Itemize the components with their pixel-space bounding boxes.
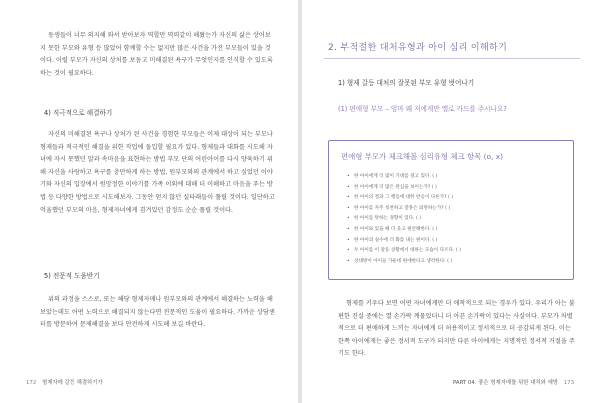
checklist-item <box>347 257 461 268</box>
intro-paragraph <box>40 30 276 80</box>
bullet-icon: • <box>347 258 350 264</box>
answer-blank: ( ) <box>432 174 438 179</box>
body-paragraph-1 <box>40 129 276 217</box>
right-body-paragraph <box>338 298 578 361</box>
body-paragraph-2 <box>40 294 276 332</box>
page-number-right: 173 <box>563 380 574 386</box>
checklist-item-text: 두 아이를 이 갈등 상황에서 대하는 모습이 다르다. <box>354 248 456 254</box>
answer-blank: ( ) <box>432 226 438 232</box>
answer-blank: ( ) <box>432 237 438 243</box>
right-page <box>302 0 600 403</box>
checklist-item <box>347 204 461 215</box>
checklist-item <box>347 246 461 257</box>
question-heading: (1) 편애형 부모 – 엄마 왜 저에게만 옐로 카드를 주시나요? <box>338 105 507 113</box>
right-footer <box>453 378 574 386</box>
right-body-text: 형제를 키우다 보면 어떤 자녀에게만 더 애착적으로 되는 경우가 있다. 우리가 아는 불편한 진실 중에는 열 손가락 깨물었더니 더 아픈 손가락이 있다는 사실이다. 부모가 차별적으로 더 편애하게 느끼는 자녀에게 더 허용적이고 정서적으로 더 공감되게 된다. 이는 한쪽 아이에게는 좋은 정서적 도구가 되지만 다른 아이에게는 지명적인 정서적 거절을 주기도 한다. <box>338 300 575 358</box>
running-title-right: PART 04. 좋은 형제자매를 위한 대처와 예방 <box>452 380 558 386</box>
bullet-icon: • <box>347 174 350 179</box>
body-text-1: 자신의 미해결된 욕구나 상처가 된 사건을 경험한 부모들은 이제 대상이 되는 부모나 형제들과 적극적인 해결을 위한 작업에 돌입할 필요가 있다. 형제들과 대화를 시도해 자녀에 자시 못했던 말과 속마음을 표현하는 방법 부모 단의 어린아이를 다시 양육하기 위해 자신을 사랑하고 욕구를 충만하게 하는 방법, 원부모와의 관계에서 하고 싶었던 이야기와 자신의 입장에서 원망정한 이야기를 가족 이외에 대해 더 이해하고 마음을 푸는 방법 등 다양한 방법으로 시도해보자. 그동안 얻지 않던 실타래들이 풀릴 것이다. 일단하고 억울했던 부모의 마음, 형제자녀에게 겸겨있던 감정도 순순 풀릴 것이다. <box>40 131 275 214</box>
bullet-icon: • <box>347 237 350 243</box>
checklist-item-text: 한 아이를 탓하는 경향이 있다. <box>354 216 417 222</box>
answer-blank: ( ) <box>455 248 461 254</box>
intro-text: 동생들이 너무 의지해 와서 받아보자 역할만 역력같이 해왔는가 자신의 삶은 상어보지 못한 부모와 유형 등 많았어 함께할 수는 없지만 많은 사건을 가진 부모들이 있을 것이다. 이럴 부모가 자신의 상처를 보듬고 미해결된 욕구가 무엇인지를 인식할 수 있도록 하는 것이 필요하다. <box>40 32 273 77</box>
bullet-icon: • <box>347 195 350 201</box>
answer-blank: ( ) <box>445 205 451 211</box>
checklist-item <box>347 236 461 247</box>
checklist-card <box>328 140 574 280</box>
answer-blank: ( ) <box>448 195 454 201</box>
checklist-title: 편애형 부모가 체크해볼 심리유형 체크 항목 (o, x) <box>341 152 503 161</box>
bullet-icon: • <box>347 216 350 222</box>
subsection-title: 1) 형제 갈등 대처의 잘못된 부모 유형 벗어나기 <box>338 79 475 87</box>
checklist-item-text: 상대방이 아이들 가운데 편애한다고 생각한다. <box>354 258 448 264</box>
checklist-item <box>347 183 461 194</box>
answer-blank: ( ) <box>447 258 453 264</box>
checklist-item-text: 한 아이에게 더 많은 관심을 보이는가? <box>354 184 432 190</box>
page-number-left: 172 <box>26 380 37 386</box>
bullet-icon: • <box>347 205 350 211</box>
running-title-left: 형제자매 갈등 해결하기가 <box>42 380 103 386</box>
body-text-2: 위의 과정을 스스로, 또는 해당 형제자매나 원부모와의 관계에서 해결하는 노력을 해보았는데도 어떤 노력으로 해결되지 않는다면 전문적인 도움이 필요하다. 가까운 상담센터를 방문하여 문제해결을 보다 안전하게 시도해 보길 바란다. <box>40 296 275 329</box>
bullet-icon: • <box>347 248 350 254</box>
checklist-item-text: 한 아이와 있을 때 더 웃고 편안해한다. <box>354 226 433 232</box>
answer-blank: ( ) <box>416 216 422 222</box>
checklist-item <box>347 193 461 204</box>
checklist-item-text: 한 아이를 자주 칭찬하고 잘못은 외면하는가? <box>354 205 446 211</box>
checklist-item <box>347 225 461 236</box>
left-page <box>0 0 298 403</box>
checklist <box>347 172 461 267</box>
checklist-item-text: 한 아이에게 더 많이 기대를 걸고 있다. <box>354 174 433 179</box>
checklist-item <box>347 172 461 183</box>
bullet-icon: • <box>347 184 350 190</box>
heading-solve-actively: 4) 직극적으로 해결하기 <box>44 109 113 117</box>
section-divider <box>324 58 580 59</box>
left-footer <box>26 378 103 386</box>
answer-blank: ( ) <box>431 184 437 190</box>
checklist-item-text: 한 아이의 결과 그 행동에 대한 반응이 다른가? <box>354 195 448 201</box>
heading-professional-help: 5) 전문적 도움받기 <box>44 272 100 280</box>
bullet-icon: • <box>347 226 350 232</box>
checklist-item <box>347 214 461 225</box>
checklist-item-text: 한 아이의 실수에 더 화를 내는 편이다. <box>354 237 433 243</box>
section-title: 2. 부적절한 대처유형과 아이 심리 이해하기 <box>328 42 508 53</box>
